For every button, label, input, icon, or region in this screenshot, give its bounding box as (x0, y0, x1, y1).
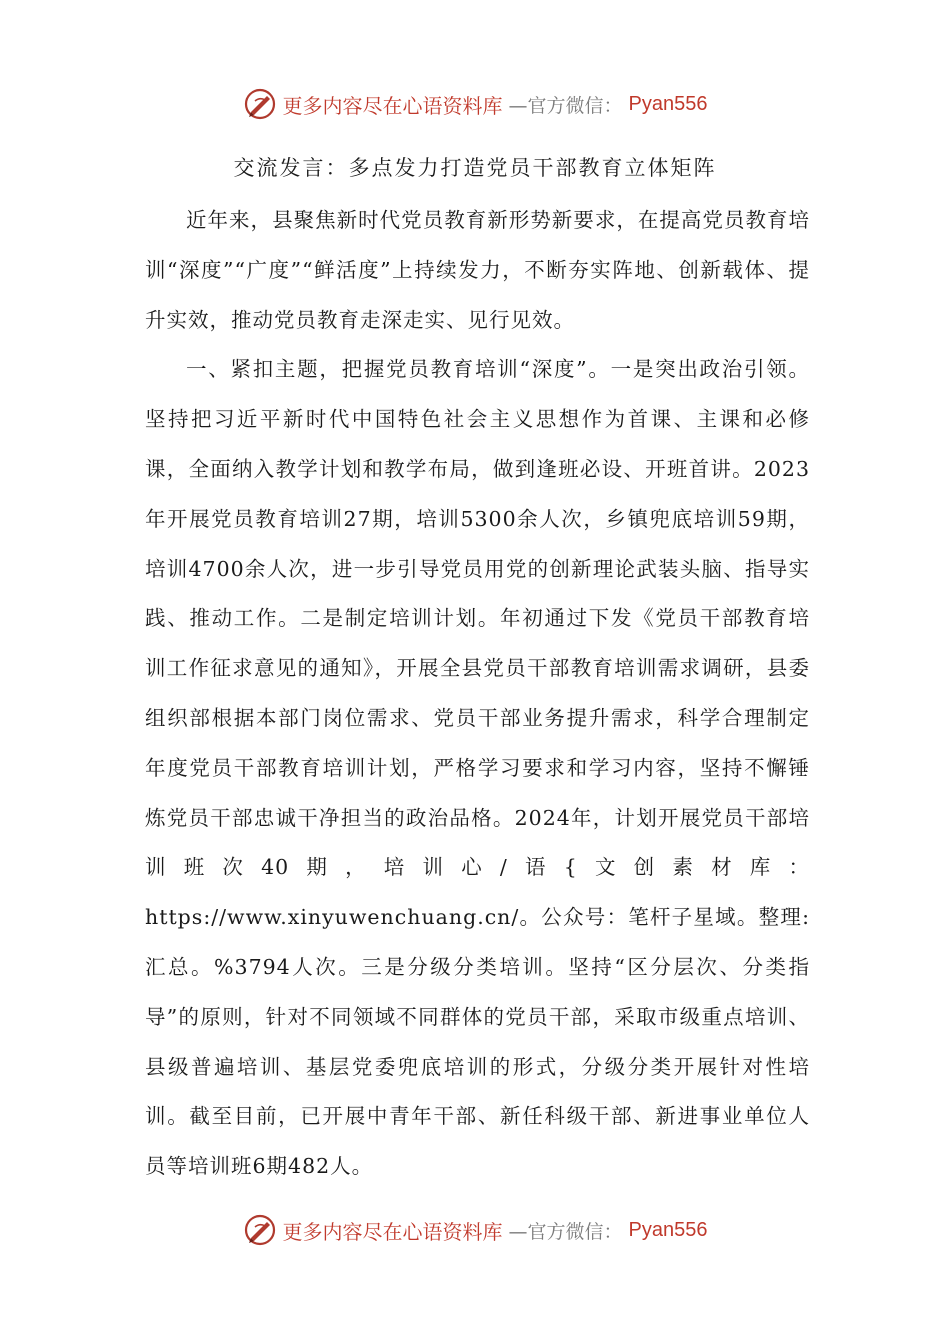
banner-wechat-id: Pyan556 (628, 1218, 708, 1241)
paragraph-intro: 近年来，县聚焦新时代党员教育新形势新要求，在提高党员教育培训“深度”“广度”“鲜活度”上持续发力，不断夯实阵地、创新载体、提升实效，推动党员教育走深走实、见行见效。 (145, 208, 810, 332)
pen-logo-icon (243, 1213, 277, 1247)
document-title: 交流发言：多点发力打造党员干部教育立体矩阵 (233, 156, 717, 180)
paragraph-section-1: 一、紧扣主题，把握党员教育培训“深度”。一是突出政治引领。坚持把习近平新时代中国特色社会主义思想作为首课、主课和必修课，全面纳入教学计划和教学布局，做到逢班必设、开班首讲。2023年开展党员教育培训27期，培训5300余人次，乡镇兜底培训59期，培训4700余人次，进一步引导党员用党的创新理论武装头脑、指导实践、推动工作。二是制定培训计划。年初通过下发《党员干部教育培训工作征求意见的通知》，开展全县党员干部教育培训需求调研，县委组织部根据本部门岗位需求、党员干部业务提升需求，科学合理制定年度党员干部教育培训计划，严格学习要求和学习内容，坚持不懈锤炼党员干部忠诚干净担当的政治品格。2024年，计划开展党员干部培训班次40期，培训心/语{文创素材库：https://www.xinyuwenchuang.cn/。公众号：笔杆子星域。整理:汇总。%3794人次。三是分级分类培训。坚持“区分层次、分类指导”的原则，针对不同领域不同群体的党员干部，采取市级重点培训、县级普遍培训、基层党委兜底培训的形式，分级分类开展针对性培训。截至目前，已开展中青年干部、新任科级干部、新进事业单位人员等培训班6期482人。 (145, 357, 810, 1179)
document-body (145, 196, 810, 1192)
pen-logo-icon (243, 87, 277, 121)
banner-official: —官方微信： (508, 94, 623, 117)
banner-brand: 更多内容尽在心语资料库 (282, 93, 503, 118)
banner-brand: 更多内容尽在心语资料库 (282, 1219, 503, 1244)
banner-wechat-id: Pyan556 (628, 92, 708, 115)
header-banner (0, 84, 950, 124)
banner-official: —官方微信： (508, 1220, 623, 1243)
footer-banner (0, 1210, 950, 1250)
